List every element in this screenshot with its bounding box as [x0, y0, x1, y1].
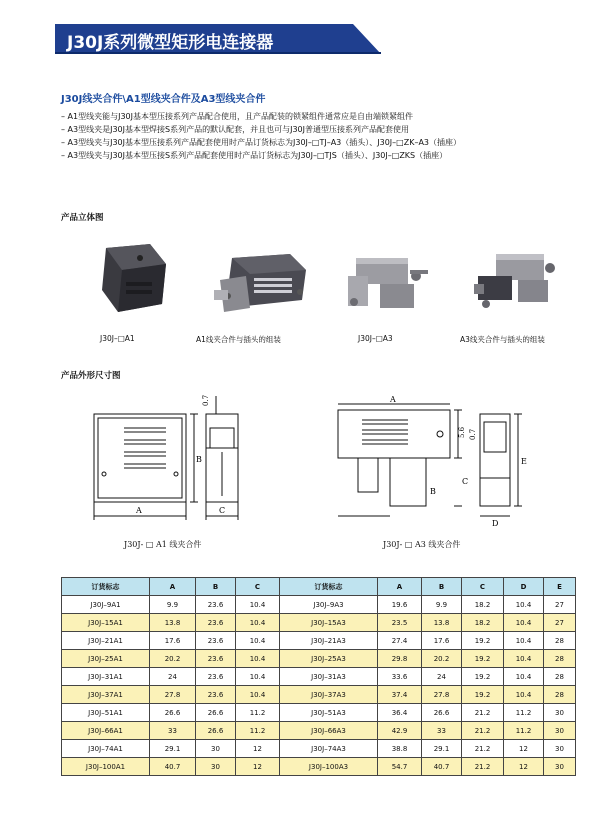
- table-cell: 36.4: [378, 704, 422, 722]
- col-header: B: [196, 578, 236, 596]
- table-cell: 23.6: [196, 650, 236, 668]
- product-image-a1-assembly: [210, 252, 320, 314]
- table-cell: 30: [196, 740, 236, 758]
- table-cell: 9.9: [422, 596, 462, 614]
- table-cell: J30J–21A3: [280, 632, 378, 650]
- table-cell: 10.4: [236, 650, 280, 668]
- table-cell: J30J–21A1: [62, 632, 150, 650]
- table-cell: 10.4: [504, 650, 544, 668]
- dim-b-label: B: [196, 455, 202, 464]
- table-cell: 12: [236, 740, 280, 758]
- table-cell: 33: [150, 722, 196, 740]
- table-cell: 17.6: [422, 632, 462, 650]
- col-header: D: [504, 578, 544, 596]
- col-header: A: [150, 578, 196, 596]
- table-cell: 21.2: [462, 704, 504, 722]
- table-cell: 10.4: [236, 596, 280, 614]
- table-cell: J30J–37A3: [280, 686, 378, 704]
- table-cell: 24: [422, 668, 462, 686]
- table-cell: 24: [150, 668, 196, 686]
- table-cell: J30J–66A1: [62, 722, 150, 740]
- table-cell: 9.9: [150, 596, 196, 614]
- table-cell: 23.6: [196, 614, 236, 632]
- dim-07-label: 0.7: [469, 428, 477, 440]
- drawing-a1: [86, 392, 256, 532]
- dim-d-label: D: [492, 519, 499, 528]
- table-cell: 42.9: [378, 722, 422, 740]
- table-row: [62, 632, 576, 650]
- col-header: 订货标志: [280, 578, 378, 596]
- table-cell: 27.8: [422, 686, 462, 704]
- table-cell: 21.2: [462, 740, 504, 758]
- table-cell: 10.4: [236, 686, 280, 704]
- table-row: [62, 614, 576, 632]
- table-cell: J30J–51A1: [62, 704, 150, 722]
- table-cell: J30J–37A1: [62, 686, 150, 704]
- table-cell: 20.2: [150, 650, 196, 668]
- table-cell: 10.4: [236, 614, 280, 632]
- table-cell: 28: [544, 650, 576, 668]
- table-cell: 30: [544, 740, 576, 758]
- dim-c-label: C: [219, 506, 226, 515]
- product-caption-a1-assembly: A1线夹合件与插头的组装: [196, 335, 281, 344]
- dim-56-label: 5.6: [458, 426, 466, 438]
- table-cell: 33.6: [378, 668, 422, 686]
- col-header: E: [544, 578, 576, 596]
- col-header: B: [422, 578, 462, 596]
- table-cell: 21.2: [462, 722, 504, 740]
- table-cell: 12: [236, 758, 280, 776]
- table-cell: 29.1: [150, 740, 196, 758]
- table-cell: 10.4: [236, 632, 280, 650]
- table-cell: 40.7: [422, 758, 462, 776]
- table-cell: J30J–31A3: [280, 668, 378, 686]
- product-image-a3-assembly: [468, 246, 564, 316]
- description-block: [61, 110, 581, 162]
- table-cell: 30: [544, 704, 576, 722]
- product-image-a3: [340, 248, 432, 314]
- table-cell: 19.6: [378, 596, 422, 614]
- table-cell: 28: [544, 668, 576, 686]
- table-row: [62, 686, 576, 704]
- description-line: – A3型线夹是J30J基本型焊接S系列产品的默认配套，并且也可与J30J普通型压接系列产品配套使用: [61, 125, 409, 134]
- table-cell: 10.4: [504, 632, 544, 650]
- table-cell: J30J–31A1: [62, 668, 150, 686]
- table-cell: 29.1: [422, 740, 462, 758]
- table-cell: J30J–74A1: [62, 740, 150, 758]
- table-cell: 11.2: [236, 722, 280, 740]
- table-cell: 27: [544, 596, 576, 614]
- product-caption-a1: J30J–□A1: [100, 334, 135, 343]
- table-row: [62, 650, 576, 668]
- table-cell: 10.4: [504, 596, 544, 614]
- page-title: J30J系列微型矩形电连接器: [67, 33, 274, 53]
- table-cell: 19.2: [462, 668, 504, 686]
- section-subtitle: J30J线夹合件\A1型线夹合件及A3型线夹合件: [61, 94, 266, 105]
- table-cell: 11.2: [236, 704, 280, 722]
- table-cell: 13.8: [422, 614, 462, 632]
- table-cell: 23.6: [196, 686, 236, 704]
- table-cell: J30J–66A3: [280, 722, 378, 740]
- spec-table: [61, 577, 576, 776]
- table-cell: J30J–25A3: [280, 650, 378, 668]
- table-cell: 27.8: [150, 686, 196, 704]
- table-cell: J30J–51A3: [280, 704, 378, 722]
- table-header-row: [62, 578, 576, 596]
- description-line: – A1型线夹能与J30J基本型压接系列产品配合使用，且产品配装的锁紧组件通常应是自由端锁紧组件: [61, 112, 413, 121]
- table-cell: 12: [504, 758, 544, 776]
- table-cell: 26.6: [196, 704, 236, 722]
- table-cell: 21.2: [462, 758, 504, 776]
- table-row: [62, 668, 576, 686]
- table-cell: 23.6: [196, 632, 236, 650]
- table-cell: J30J–9A3: [280, 596, 378, 614]
- products-heading: 产品立体图: [61, 213, 104, 223]
- table-cell: 19.2: [462, 632, 504, 650]
- table-cell: 12: [504, 740, 544, 758]
- table-cell: 26.6: [150, 704, 196, 722]
- table-cell: J30J–74A3: [280, 740, 378, 758]
- table-cell: 11.2: [504, 704, 544, 722]
- table-cell: 23.6: [196, 596, 236, 614]
- table-cell: 19.2: [462, 650, 504, 668]
- col-header: 订货标志: [62, 578, 150, 596]
- col-header: C: [236, 578, 280, 596]
- dim-07-label: 0.7: [202, 394, 210, 406]
- drawing-a3-caption: J30J- □ A3 线夹合件: [383, 540, 461, 549]
- table-cell: 33: [422, 722, 462, 740]
- table-cell: 23.5: [378, 614, 422, 632]
- table-cell: 13.8: [150, 614, 196, 632]
- drawing-a3: [330, 394, 530, 530]
- table-cell: 10.4: [504, 668, 544, 686]
- table-cell: 23.6: [196, 668, 236, 686]
- table-cell: J30J–25A1: [62, 650, 150, 668]
- table-cell: 26.6: [196, 722, 236, 740]
- table-row: [62, 758, 576, 776]
- table-cell: J30J–100A1: [62, 758, 150, 776]
- table-cell: 28: [544, 632, 576, 650]
- table-cell: 30: [544, 722, 576, 740]
- table-cell: 30: [544, 758, 576, 776]
- table-cell: 18.2: [462, 614, 504, 632]
- table-row: [62, 740, 576, 758]
- table-cell: 27.4: [378, 632, 422, 650]
- table-cell: 27: [544, 614, 576, 632]
- product-image-a1: [92, 242, 170, 316]
- table-cell: 10.4: [504, 686, 544, 704]
- col-header: A: [378, 578, 422, 596]
- dim-a-label: A: [136, 506, 142, 515]
- dim-c-label: C: [462, 477, 469, 486]
- product-caption-a3: J30J–□A3: [358, 334, 393, 343]
- table-cell: 29.8: [378, 650, 422, 668]
- table-cell: 28: [544, 686, 576, 704]
- drawing-a1-caption: J30J- □ A1 线夹合件: [124, 540, 202, 549]
- table-cell: 11.2: [504, 722, 544, 740]
- table-cell: 20.2: [422, 650, 462, 668]
- table-cell: J30J–100A3: [280, 758, 378, 776]
- table-cell: 19.2: [462, 686, 504, 704]
- table-cell: J30J–9A1: [62, 596, 150, 614]
- table-row: [62, 596, 576, 614]
- table-cell: 18.2: [462, 596, 504, 614]
- table-cell: 30: [196, 758, 236, 776]
- title-banner: [55, 24, 385, 54]
- table-cell: J30J–15A1: [62, 614, 150, 632]
- product-caption-a3-assembly: A3线夹合件与插头的组装: [460, 335, 545, 344]
- table-cell: 38.8: [378, 740, 422, 758]
- table-cell: 10.4: [504, 614, 544, 632]
- table-cell: 26.6: [422, 704, 462, 722]
- dim-b-label: B: [430, 487, 436, 496]
- table-cell: 17.6: [150, 632, 196, 650]
- col-header: C: [462, 578, 504, 596]
- table-cell: J30J–15A3: [280, 614, 378, 632]
- table-cell: 40.7: [150, 758, 196, 776]
- table-row: [62, 704, 576, 722]
- dim-e-label: E: [521, 457, 527, 466]
- table-cell: 37.4: [378, 686, 422, 704]
- drawings-heading: 产品外形尺寸图: [61, 371, 121, 381]
- dim-a-label: A: [390, 395, 396, 404]
- table-row: [62, 722, 576, 740]
- table-cell: 10.4: [236, 668, 280, 686]
- description-line: – A3型线夹与J30J基本型压接系列产品配套使用时产品订货标志为J30J–□TJ–A3（插头）、J30J–□ZK–A3（插座）: [61, 138, 462, 147]
- table-cell: 54.7: [378, 758, 422, 776]
- description-line: – A3型线夹与J30J基本型压接S系列产品配套使用时产品订货标志为J30J–□TJS（插头）、J30J–□ZKS（插座）: [61, 151, 448, 160]
